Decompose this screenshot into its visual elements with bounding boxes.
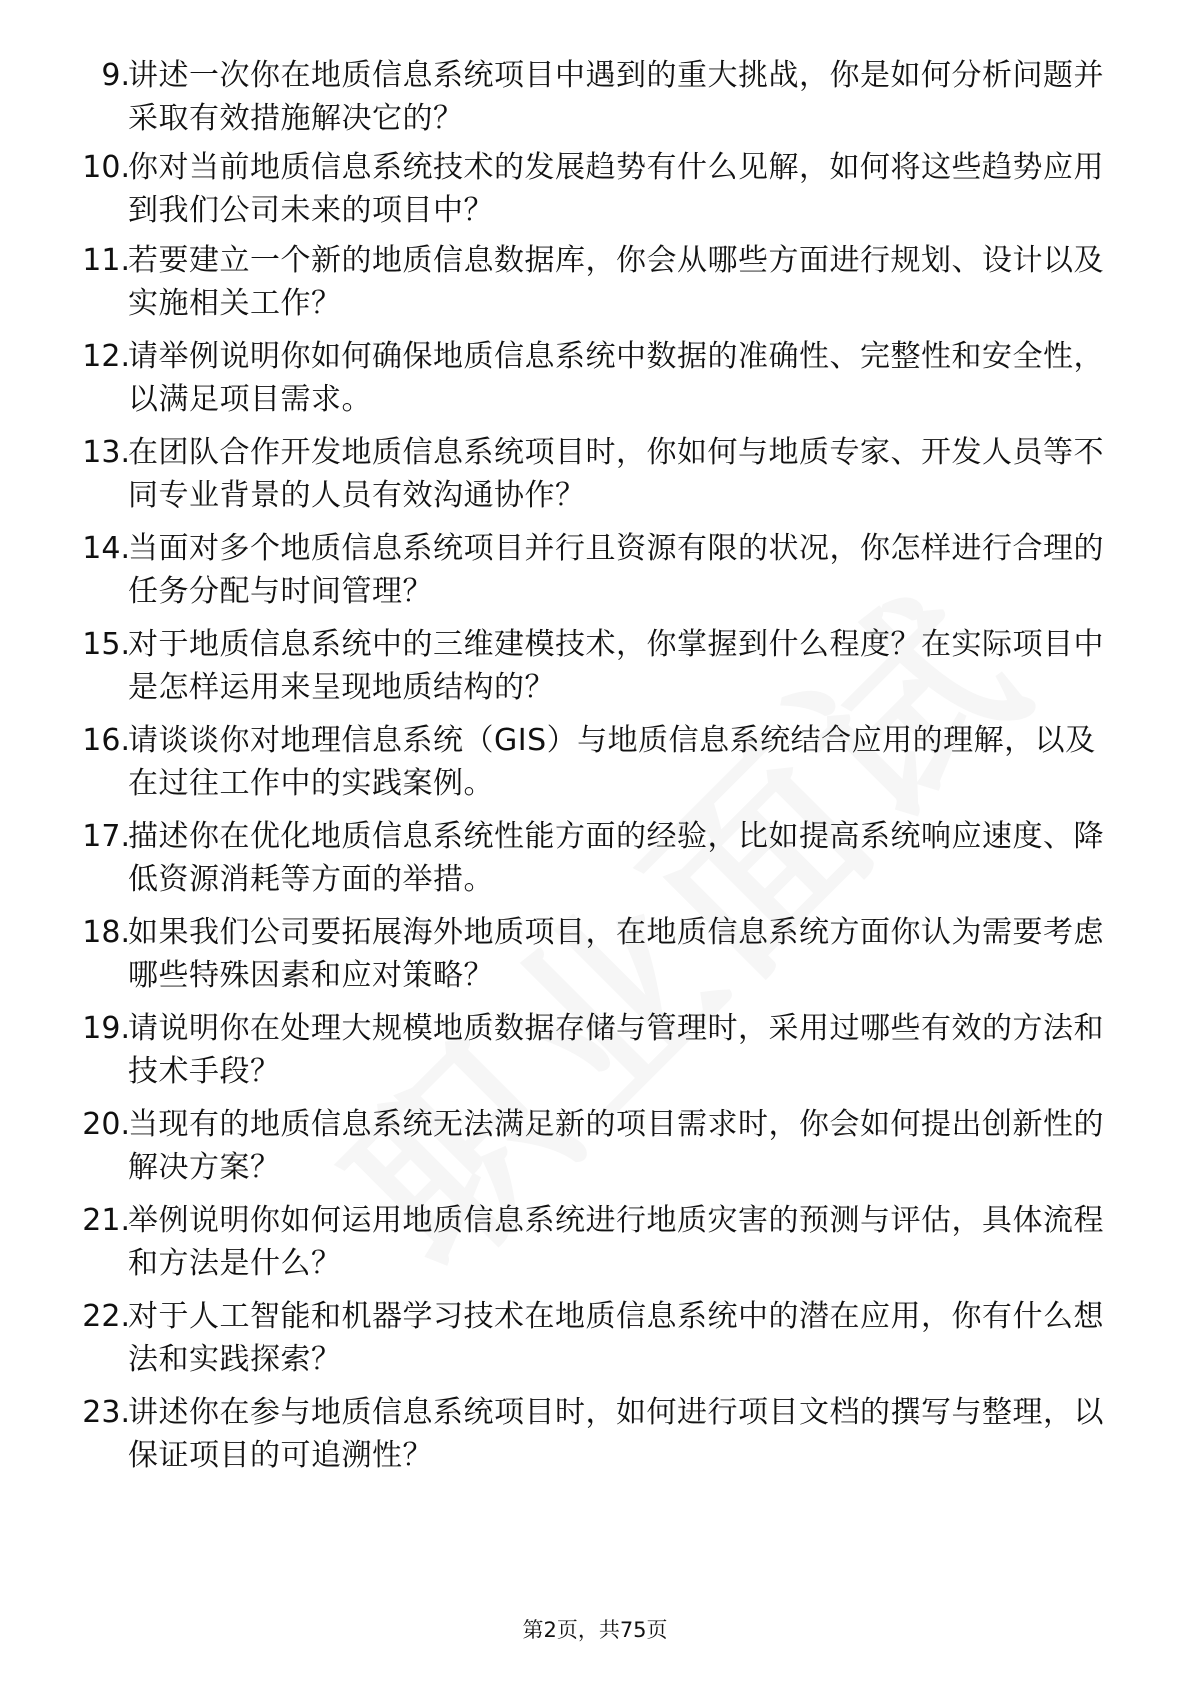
question-text: 如果我们公司要拓展海外地质项目，在地质信息系统方面你认为需要考虑哪些特殊因素和应对策略？ bbox=[128, 915, 1104, 993]
question-text: 若要建立一个新的地质信息数据库，你会从哪些方面进行规划、设计以及实施相关工作？ bbox=[128, 243, 1104, 321]
question-text: 举例说明你如何运用地质信息系统进行地质灾害的预测与评估，具体流程和方法是什么？ bbox=[128, 1203, 1104, 1281]
question-number: 19. bbox=[82, 1011, 130, 1046]
question-item bbox=[0, 527, 1190, 613]
question-item bbox=[0, 1295, 1190, 1381]
question-number: 10. bbox=[82, 150, 130, 185]
question-number: 12. bbox=[82, 339, 130, 374]
question-number: 20. bbox=[82, 1107, 130, 1142]
question-item bbox=[0, 719, 1190, 805]
question-text: 请说明你在处理大规模地质数据存储与管理时，采用过哪些有效的方法和技术手段？ bbox=[128, 1011, 1104, 1089]
question-text: 请举例说明你如何确保地质信息系统中数据的准确性、完整性和安全性，以满足项目需求。 bbox=[128, 339, 1104, 417]
question-number: 21. bbox=[82, 1203, 130, 1238]
question-number: 23. bbox=[82, 1395, 130, 1430]
question-text: 当现有的地质信息系统无法满足新的项目需求时，你会如何提出创新性的解决方案？ bbox=[128, 1107, 1104, 1185]
question-item bbox=[0, 815, 1190, 901]
question-text: 你对当前地质信息系统技术的发展趋势有什么见解，如何将这些趋势应用到我们公司未来的项目中？ bbox=[128, 150, 1104, 228]
question-number: 9. bbox=[101, 58, 130, 93]
question-number: 15. bbox=[82, 627, 130, 662]
question-text: 对于人工智能和机器学习技术在地质信息系统中的潜在应用，你有什么想法和实践探索？ bbox=[128, 1299, 1104, 1377]
question-text: 请谈谈你对地理信息系统（GIS）与地质信息系统结合应用的理解，以及在过往工作中的实践案例。 bbox=[128, 723, 1096, 801]
question-item bbox=[0, 1007, 1190, 1093]
question-text: 对于地质信息系统中的三维建模技术，你掌握到什么程度？在实际项目中是怎样运用来呈现地质结构的？ bbox=[128, 627, 1104, 705]
question-number: 17. bbox=[82, 819, 130, 854]
question-number: 14. bbox=[82, 531, 130, 566]
question-number: 18. bbox=[82, 915, 130, 950]
question-number: 22. bbox=[82, 1299, 130, 1334]
question-item bbox=[0, 1103, 1190, 1189]
question-item bbox=[0, 335, 1190, 421]
page-footer bbox=[0, 1615, 1190, 1645]
question-item bbox=[0, 431, 1190, 517]
question-item bbox=[0, 239, 1190, 325]
question-text: 描述你在优化地质信息系统性能方面的经验，比如提高系统响应速度、降低资源消耗等方面的举措。 bbox=[128, 819, 1104, 897]
question-item bbox=[0, 1391, 1190, 1477]
question-item bbox=[0, 1199, 1190, 1285]
question-number: 13. bbox=[82, 435, 130, 470]
question-number: 16. bbox=[82, 723, 130, 758]
question-number: 11. bbox=[82, 243, 130, 278]
question-text: 讲述你在参与地质信息系统项目时，如何进行项目文档的撰写与整理，以保证项目的可追溯性？ bbox=[128, 1395, 1104, 1473]
question-item bbox=[0, 54, 1190, 140]
question-item bbox=[0, 623, 1190, 709]
page-number-label: 第2页，共75页 bbox=[522, 1618, 668, 1642]
question-text: 讲述一次你在地质信息系统项目中遇到的重大挑战，你是如何分析问题并采取有效措施解决它的？ bbox=[128, 58, 1104, 136]
question-text: 当面对多个地质信息系统项目并行且资源有限的状况，你怎样进行合理的任务分配与时间管理？ bbox=[128, 531, 1104, 609]
question-item bbox=[0, 911, 1190, 997]
question-item bbox=[0, 146, 1190, 232]
question-text: 在团队合作开发地质信息系统项目时，你如何与地质专家、开发人员等不同专业背景的人员有效沟通协作？ bbox=[128, 435, 1104, 513]
